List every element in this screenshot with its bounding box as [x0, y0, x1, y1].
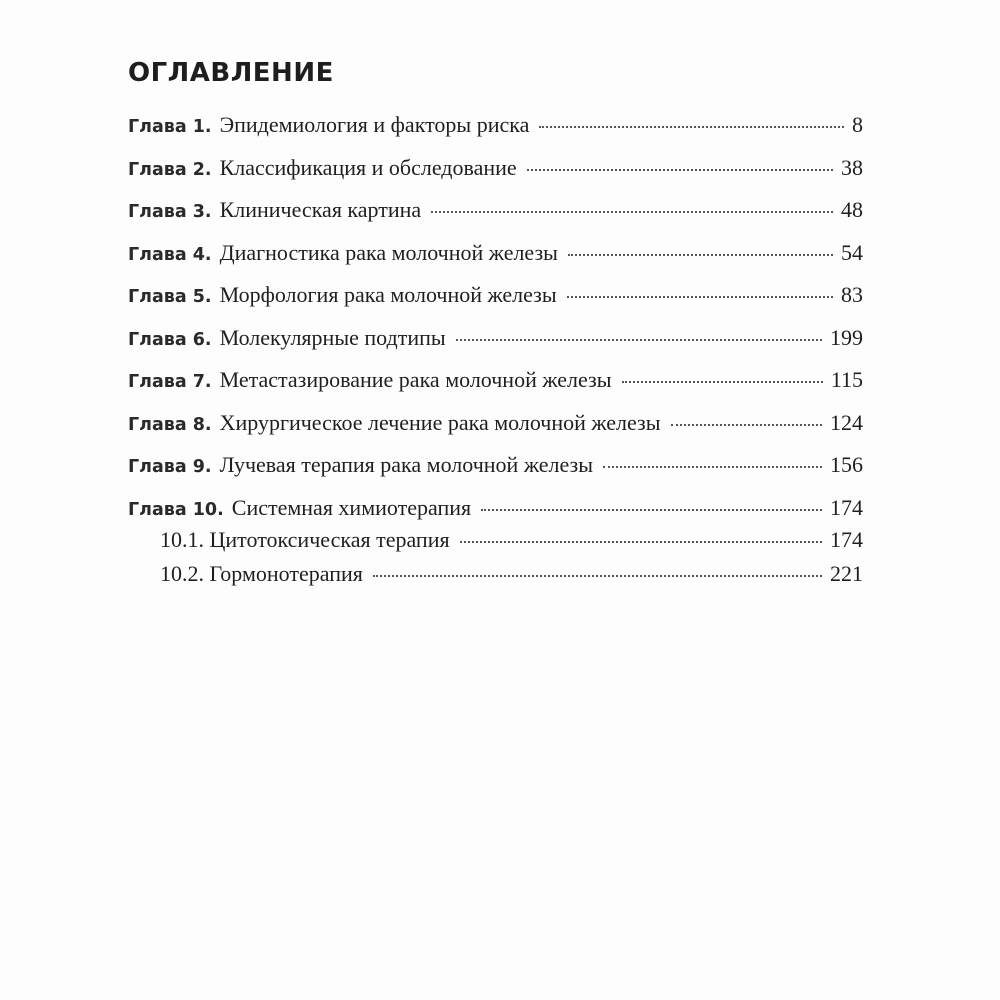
chapter-title: Клиническая картина: [219, 197, 422, 222]
chapter-label: Глава 1.: [128, 117, 212, 137]
dot-leader: [539, 126, 844, 128]
subsection-page: 174: [830, 527, 863, 552]
toc-subsection-10-1: [128, 527, 863, 561]
dot-leader: [373, 575, 822, 577]
chapter-label: Глава 10.: [128, 499, 224, 520]
dot-leader: [431, 211, 833, 213]
subsection-page: 221: [830, 561, 863, 586]
toc-chapter-1: [128, 112, 863, 155]
table-of-contents: [128, 112, 863, 595]
dot-leader: [671, 424, 822, 426]
subsection-title: 10.1. Цитотоксическая терапия: [160, 527, 450, 552]
chapter-title: Хирургическое лечение рака молочной железы: [219, 409, 661, 435]
chapter-title: Молекулярные подтипы: [219, 324, 446, 350]
chapter-label: Глава 5.: [128, 287, 212, 307]
dot-leader: [460, 541, 822, 543]
toc-chapter-4: [128, 240, 863, 283]
dot-leader: [568, 254, 833, 256]
chapter-title: Классификация и обследование: [219, 154, 517, 180]
chapter-title: Системная химиотерапия: [231, 494, 472, 520]
chapter-page: 83: [841, 282, 863, 307]
toc-chapter-7: [128, 367, 863, 410]
chapter-page: 38: [841, 154, 863, 180]
toc-chapter-8: [128, 410, 863, 453]
chapter-title: Диагностика рака молочной железы: [219, 239, 558, 265]
chapter-title: Морфология рака молочной железы: [219, 282, 557, 307]
chapter-page: 48: [841, 197, 863, 222]
chapter-page: 54: [841, 239, 863, 265]
chapter-title: Метастазирование рака молочной железы: [219, 367, 612, 392]
subsection-title: 10.2. Гормонотерапия: [160, 561, 363, 586]
chapter-page: 156: [830, 452, 863, 477]
chapter-page: 174: [830, 494, 863, 520]
toc-chapter-9: [128, 452, 863, 495]
chapter-label: Глава 9.: [128, 457, 212, 477]
toc-subsection-10-2: [128, 561, 863, 595]
chapter-label: Глава 7.: [128, 372, 212, 392]
chapter-title: Лучевая терапия рака молочной железы: [219, 452, 593, 477]
toc-chapter-5: [128, 282, 863, 325]
toc-heading: ОГЛАВЛЕНИЕ: [128, 58, 334, 88]
toc-chapter-3: [128, 197, 863, 240]
dot-leader: [603, 466, 822, 468]
chapter-page: 8: [852, 112, 863, 137]
chapter-page: 124: [830, 409, 863, 435]
chapter-title: Эпидемиология и факторы риска: [219, 112, 530, 137]
chapter-page: 199: [830, 324, 863, 350]
dot-leader: [456, 339, 822, 341]
chapter-label: Глава 6.: [128, 329, 212, 350]
chapter-label: Глава 8.: [128, 414, 212, 435]
dot-leader: [567, 296, 833, 298]
chapter-label: Глава 3.: [128, 202, 212, 222]
chapter-label: Глава 2.: [128, 159, 212, 180]
chapter-page: 115: [830, 367, 863, 392]
toc-chapter-2: [128, 155, 863, 198]
dot-leader: [527, 169, 833, 171]
dot-leader: [481, 509, 822, 511]
dot-leader: [622, 381, 823, 383]
chapter-label: Глава 4.: [128, 244, 212, 265]
toc-chapter-6: [128, 325, 863, 368]
